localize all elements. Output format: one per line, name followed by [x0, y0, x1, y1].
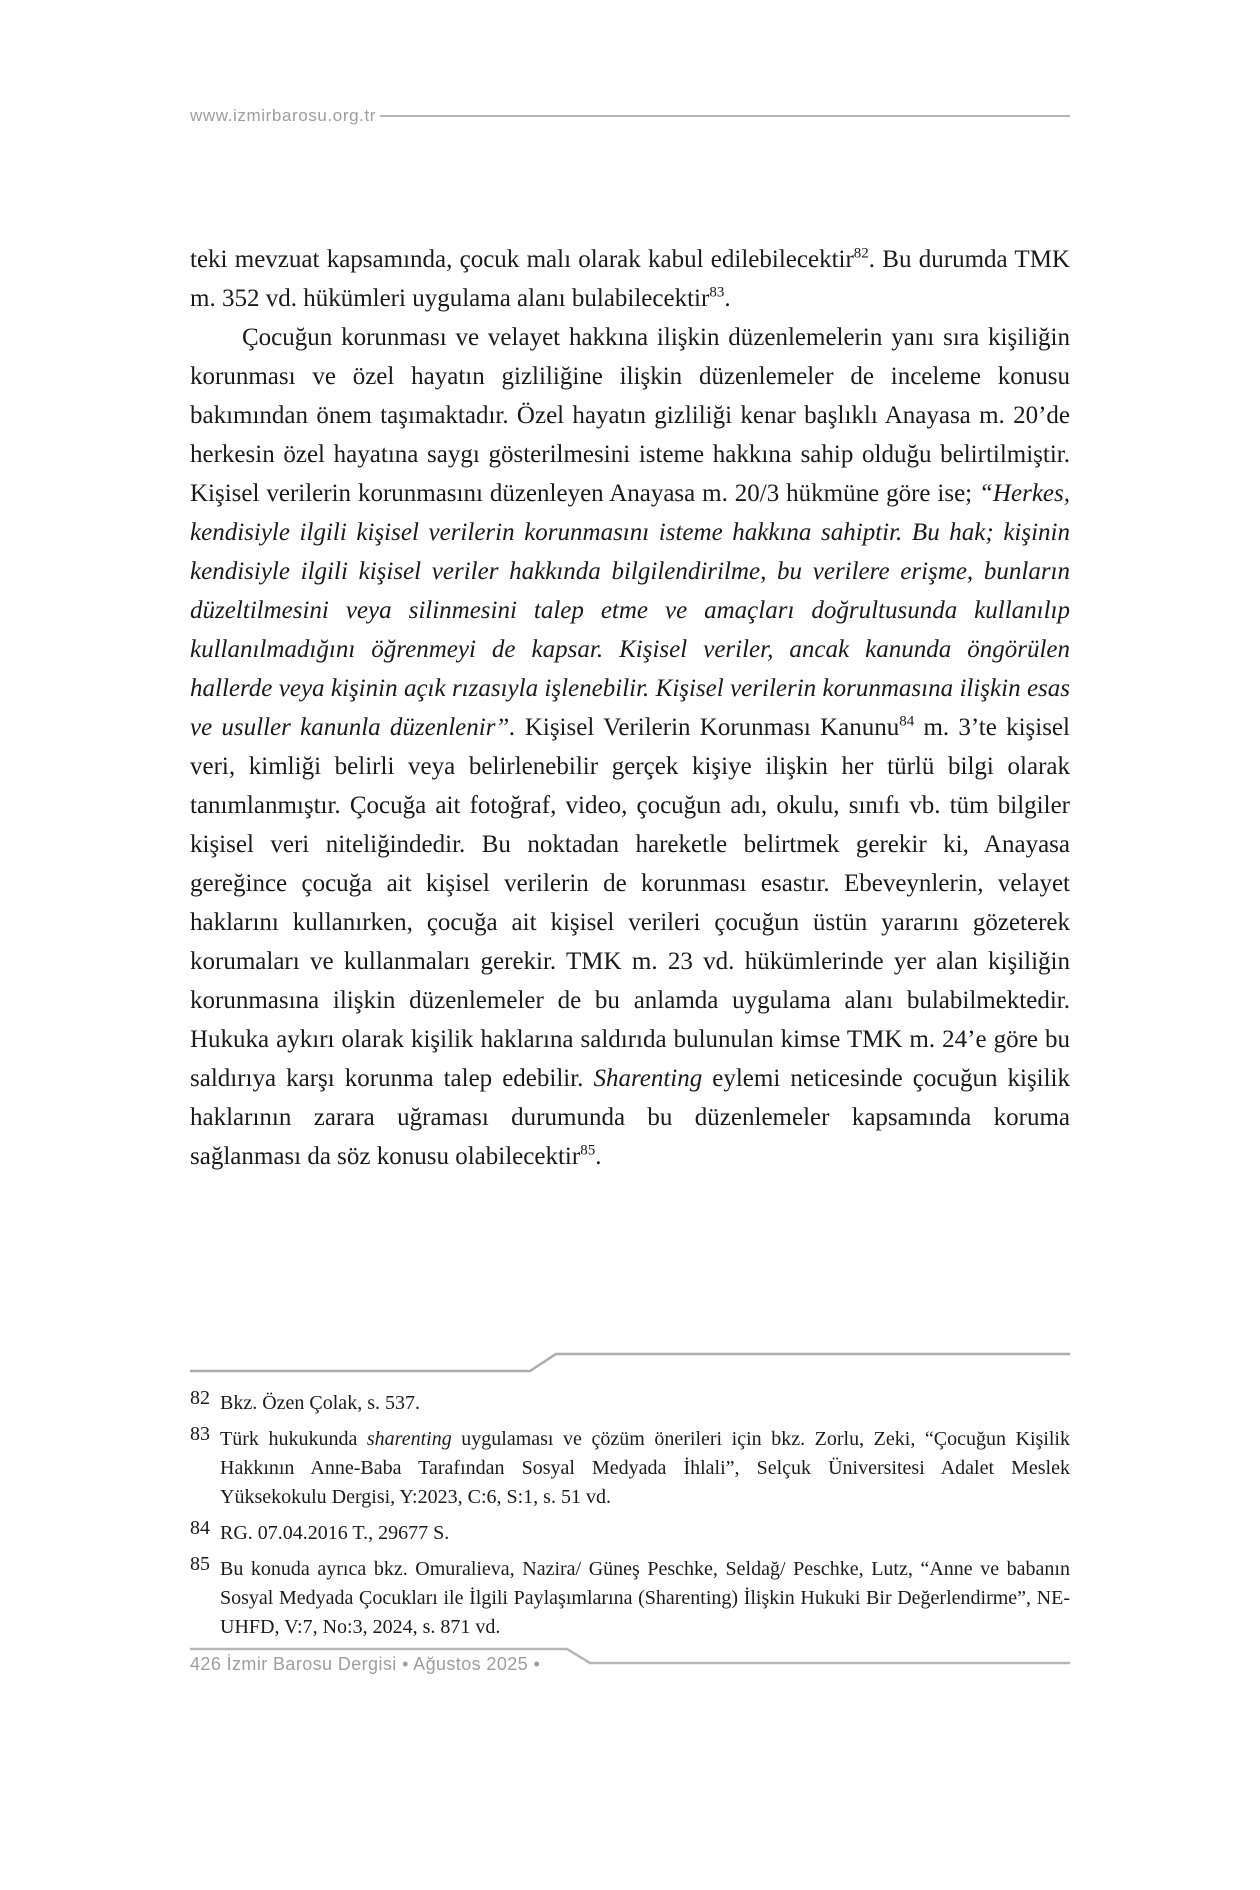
text-segment: Sharenting [593, 1065, 703, 1092]
footnote-ref-82: 82 [853, 245, 869, 262]
footnote-85 [190, 1555, 1070, 1642]
text-segment: . Bu durumda TMK m. 352 vd. hükümleri uygulama alanı bulabilecektir [190, 246, 1070, 312]
text-segment: sharenting [366, 1428, 452, 1450]
footnote-text [220, 1522, 449, 1544]
footnote-82 [190, 1389, 1070, 1418]
footnote-text [220, 1392, 420, 1414]
footer-journal-line: 426 İzmir Barosu Dergisi • Ağustos 2025 • [190, 1654, 541, 1674]
footnote-marker: 84 [190, 1517, 210, 1539]
text-segment: Kişisel Verilerin Korunması Kanunu [515, 714, 900, 741]
footnote-marker: 85 [190, 1553, 210, 1575]
text-segment: uygulaması ve çözüm önerileri için bkz. Zorlu, Zeki, “Çocuğun Kişilik Hakkının Anne-Baba Tarafından Sosyal Medyada İhlali”, Selçuk Üniversitesi Adalet Meslek Yüksekokulu Dergisi, Y:2023, C:6, S:1, s. 51 vd. [220, 1428, 1070, 1508]
footnote-ref-85: 85 [580, 1142, 596, 1159]
page-footer [190, 1646, 1070, 1690]
footnote-ref-84: 84 [899, 713, 915, 730]
text-segment: Türk hukukunda [220, 1428, 367, 1450]
footnote-83 [190, 1425, 1070, 1512]
footnotes-section [190, 1389, 1070, 1649]
text-segment: Çocuğun korunması ve velayet hakkına ilişkin düzenlemelerin yanı sıra kişiliğin korunması ve özel hayatın gizliliğine ilişkin düzenlemeler de inceleme konusu bakımından önem taşımaktadır. Özel hayatın gizliliği kenar başlıklı Anayasa m. 20’de herkesin özel hayatına saygı gösterilmesini isteme hakkına sahip olduğu belirtilmiştir. Kişisel verilerin korunmasını düzenleyen Anayasa m. 20/3 hükmüne göre ise; [190, 324, 1070, 507]
text-segment: Bkz. Özen Çolak, s. 537. [220, 1392, 420, 1414]
header-site-url: www.izmirbarosu.org.tr [190, 106, 377, 125]
footnote-text [220, 1428, 1070, 1508]
footnote-text [220, 1558, 1070, 1638]
body-text [190, 240, 1070, 1176]
text-segment: Bu konuda ayrıca bkz. Omuralieva, Nazira/ Güneş Peschke, Seldağ/ Peschke, Lutz, “Anne ve babanın Sosyal Medyada Çocukları ile İlgili Paylaşımlarına (Sharenting) İlişkin Hukuki Bir Değerlendirme”, NE-UHFD, V:7, No:3, 2024, s. 871 vd. [220, 1558, 1070, 1638]
footnote-marker: 83 [190, 1423, 210, 1445]
text-segment: “Herkes, kendisiyle ilgili kişisel verilerin korunmasını isteme hakkına sahiptir. Bu hak; kişinin kendisiyle ilgili kişisel veriler hakkında bilgilendirilme, bu verilere erişme, bunların düzeltilmesini veya silinmesini talep etme ve amaçları doğrultusunda kullanılıp kullanılmadığını öğrenmeyi de kapsar. Kişisel veriler, ancak kanunda öngörülen hallerde veya kişinin açık rızasıyla işlenebilir. Kişisel verilerin korunmasına ilişkin esas ve usuller kanunla düzenlenir”. [190, 480, 1070, 741]
text-segment: eylemi neticesinde çocuğun kişilik haklarının zarara uğraması durumunda bu düzenlemeler kapsamında koruma sağlanması da söz konusu olabilecektir [190, 1065, 1071, 1170]
text-segment: . [595, 1143, 602, 1170]
body-paragraph-2 [190, 318, 1070, 1176]
body-paragraph-1 [190, 240, 1070, 318]
text-segment: m. 3’te kişisel veri, kimliği belirli veya belirlenebilir gerçek kişiye ilişkin her türlü bilgi olarak tanımlanmıştır. Çocuğa ait fotoğraf, video, çocuğun adı, okulu, sınıfı vb. tüm bilgiler kişisel veri niteliğindedir. Bu noktadan hareketle belirtmek gerekir ki, Anayasa gereğince çocuğa ait kişisel verilerin de korunması esastır. Ebeveynlerin, velayet haklarını kullanırken, çocuğa ait kişisel verileri çocuğun üstün yararını gözeterek korumaları ve kullanmaları gerekir. TMK m. 23 vd. hükümlerinde yer alan kişiliğin korunmasına ilişkin düzenlemeler de bu anlamda uygulama alanı bulabilmektedir. Hukuka aykırı olarak kişilik haklarına saldırıda bulunulan kimse TMK m. 24’e göre bu saldırıya karşı korunma talep edebilir. [190, 714, 1070, 1092]
header-rule [380, 115, 1070, 117]
footnote-separator-rule [190, 1351, 1070, 1375]
footnote-ref-83: 83 [709, 284, 725, 301]
text-segment: . [724, 285, 731, 312]
text-segment: teki mevzuat kapsamında, çocuk malı olarak kabul edilebilecektir [190, 246, 854, 273]
page-header [190, 106, 1070, 126]
footnote-separator [190, 1351, 1070, 1380]
footnote-marker: 82 [190, 1387, 210, 1409]
footnote-84 [190, 1519, 1070, 1548]
text-segment: RG. 07.04.2016 T., 29677 S. [220, 1522, 450, 1544]
